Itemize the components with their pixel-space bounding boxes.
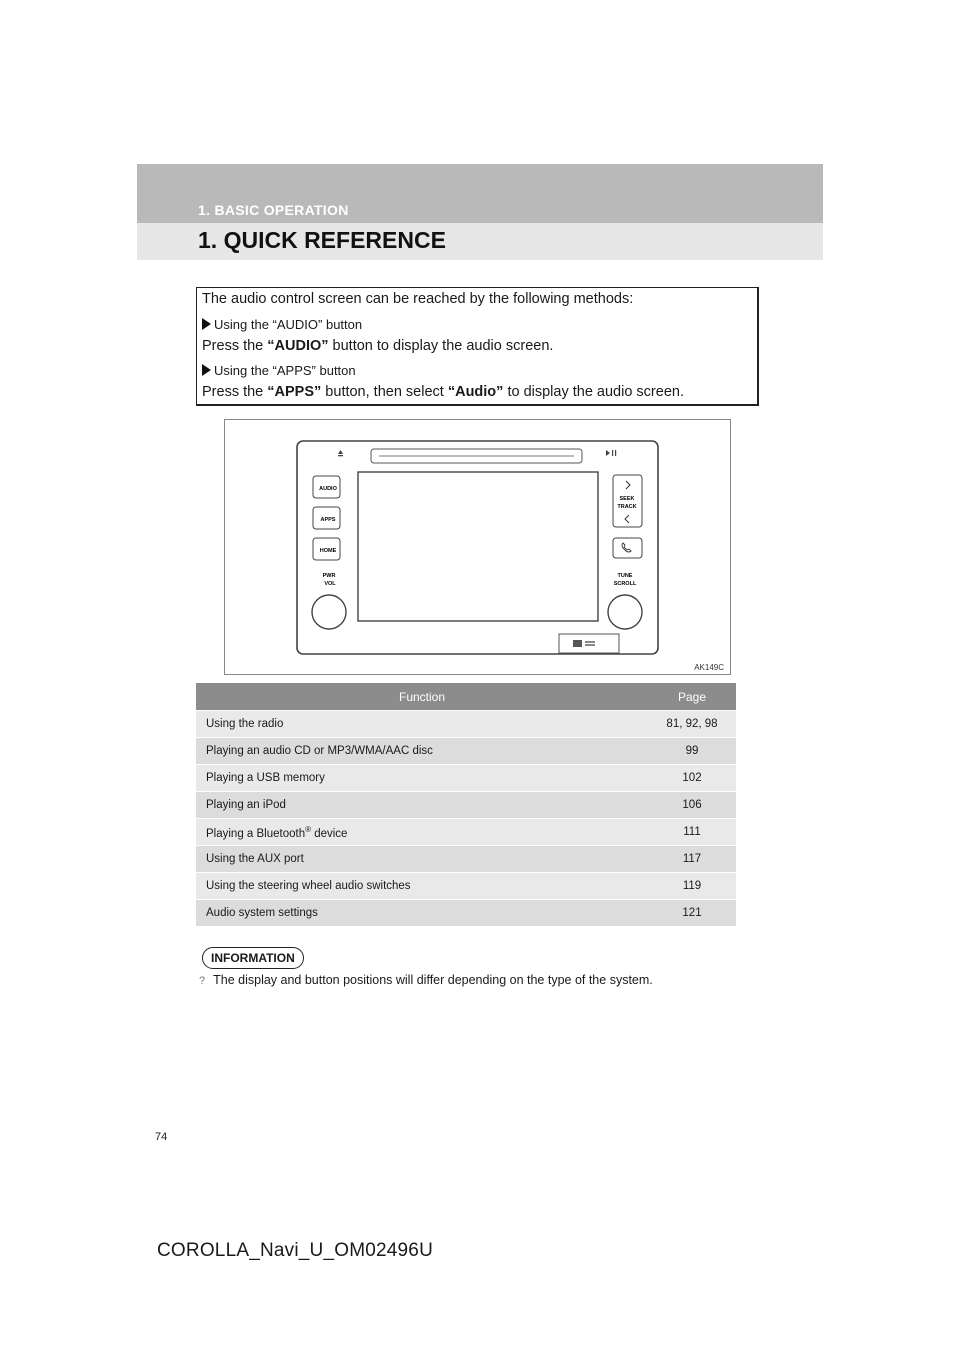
page-title: 1. QUICK REFERENCE <box>198 227 446 253</box>
function-cell: Audio system settings <box>196 900 648 927</box>
page-column-header: Page <box>648 683 736 711</box>
method2-text: Press the “APPS” button, then select “Audio” to display the audio screen. <box>202 384 684 400</box>
function-cell: Playing an iPod <box>196 792 648 819</box>
page-cell: 117 <box>648 846 736 873</box>
table-row <box>196 792 736 819</box>
section-label: 1. BASIC OPERATION <box>198 202 349 218</box>
information-text: ? The display and button positions will differ depending on the type of the system. <box>199 973 653 987</box>
method1-heading: Using the “AUDIO” button <box>202 317 362 332</box>
head-unit-figure <box>224 419 731 675</box>
function-table <box>196 683 736 926</box>
audio-option-ref: “Audio” <box>447 384 504 400</box>
function-cell: Playing a Bluetooth® device <box>196 819 648 846</box>
apps-button-ref: “APPS” <box>267 384 322 400</box>
function-cell: Using the AUX port <box>196 846 648 873</box>
table-row <box>196 765 736 792</box>
table-row <box>196 900 736 927</box>
table-row <box>196 846 736 873</box>
track-label: TRACK <box>617 504 637 510</box>
intro-box <box>196 287 759 406</box>
figure-code: AK149C <box>694 663 724 672</box>
phone-button-shape <box>613 538 642 558</box>
sd-card-slot <box>559 634 619 653</box>
scroll-label: SCROLL <box>613 581 637 587</box>
page-number: 74 <box>155 1131 168 1143</box>
pwr-label: PWR <box>322 573 336 579</box>
table-header-row <box>196 683 736 711</box>
function-column-header: Function <box>196 683 648 711</box>
page-cell: 106 <box>648 792 736 819</box>
vol-label: VOL <box>324 581 336 587</box>
sd-logo-icon <box>573 640 582 647</box>
seek-label: SEEK <box>619 496 635 502</box>
bullet-icon: ? <box>199 975 206 987</box>
table-row <box>196 819 736 846</box>
document-code: COROLLA_Navi_U_OM02496U <box>157 1240 433 1261</box>
page-cell: 111 <box>648 819 736 846</box>
audio-button-ref: “AUDIO” <box>267 338 329 354</box>
function-cell: Playing an audio CD or MP3/WMA/AAC disc <box>196 738 648 765</box>
audio-button-label: AUDIO <box>319 486 337 492</box>
function-cell: Using the steering wheel audio switches <box>196 873 648 900</box>
table-row <box>196 873 736 900</box>
table-row <box>196 711 736 738</box>
method2-heading: Using the “APPS” button <box>202 363 356 378</box>
home-button-label: HOME <box>319 548 337 554</box>
page-cell: 119 <box>648 873 736 900</box>
table-row <box>196 738 736 765</box>
intro-lead: The audio control screen can be reached by the following methods: <box>202 291 634 307</box>
function-cell: Using the radio <box>196 711 648 738</box>
page-cell: 121 <box>648 900 736 927</box>
apps-button-label: APPS <box>320 517 336 523</box>
triangle-bullet-icon <box>202 364 211 376</box>
method1-text: Press the “AUDIO” button to display the audio screen. <box>202 338 554 354</box>
page-cell: 99 <box>648 738 736 765</box>
function-cell: Playing a USB memory <box>196 765 648 792</box>
page-cell: 102 <box>648 765 736 792</box>
head-unit-illustration <box>225 420 730 674</box>
tune-label: TUNE <box>617 573 633 579</box>
tune-scroll-knob <box>608 595 642 629</box>
power-volume-knob <box>312 595 346 629</box>
page-cell: 81, 92, 98 <box>648 711 736 738</box>
triangle-bullet-icon <box>202 318 211 330</box>
information-badge: INFORMATION <box>202 947 304 969</box>
